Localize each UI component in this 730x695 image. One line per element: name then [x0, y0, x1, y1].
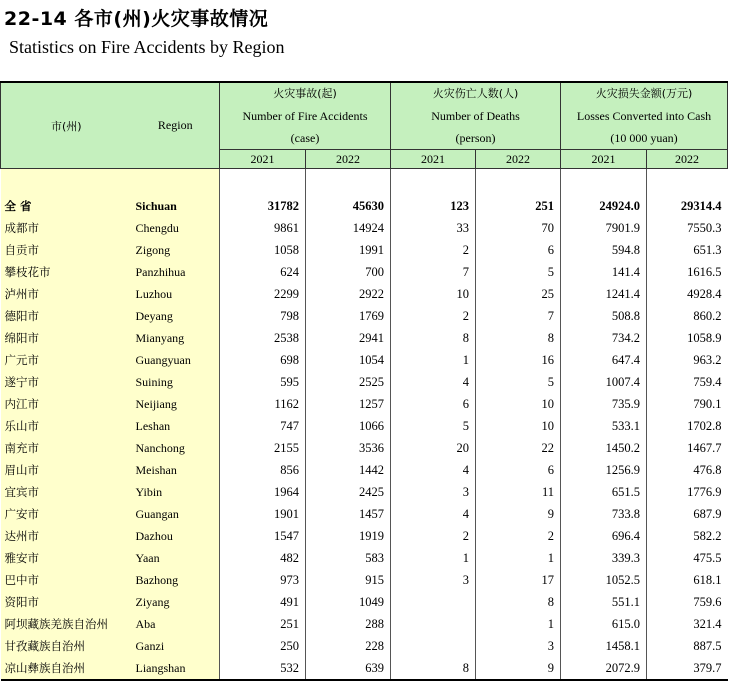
- cell-region: Panzhihua: [132, 261, 220, 283]
- table-row: [1, 239, 728, 261]
- cell-acc2021: 2299: [220, 283, 306, 305]
- cell-death2022: 6: [476, 459, 561, 481]
- cell-acc2021: 1058: [220, 239, 306, 261]
- cell-death2021: 5: [391, 415, 476, 437]
- cell-city: 雅安市: [1, 547, 132, 569]
- cell-death2022: 11: [476, 481, 561, 503]
- cell-acc2022: 14924: [306, 217, 391, 239]
- cell-death2021: 8: [391, 327, 476, 349]
- cell-region: Aba: [132, 613, 220, 635]
- cell-city: 德阳市: [1, 305, 132, 327]
- cell-region: Deyang: [132, 305, 220, 327]
- cell-death2022: 3: [476, 635, 561, 657]
- cell-loss2021: 1458.1: [561, 635, 647, 657]
- cell-acc2022: 288: [306, 613, 391, 635]
- cell-acc2021: 1547: [220, 525, 306, 547]
- cell-loss2021: 1450.2: [561, 437, 647, 459]
- cell-region: Suining: [132, 371, 220, 393]
- cell-death2021: 4: [391, 371, 476, 393]
- cell-city: 遂宁市: [1, 371, 132, 393]
- cell-loss2022: 7550.3: [647, 217, 728, 239]
- cell-acc2022: 1991: [306, 239, 391, 261]
- table-row: [1, 525, 728, 547]
- cell-city: 乐山市: [1, 415, 132, 437]
- table-row: [1, 415, 728, 437]
- cell-death2022: 2: [476, 525, 561, 547]
- cell-death2021: 10: [391, 283, 476, 305]
- table-row: [1, 371, 728, 393]
- cell-loss2021: 594.8: [561, 239, 647, 261]
- cell-city: 凉山彝族自治州: [1, 657, 132, 680]
- cell-death2022: 251: [476, 195, 561, 217]
- cell-loss2022: 963.2: [647, 349, 728, 371]
- cell-death2021: 33: [391, 217, 476, 239]
- cell-loss2021: 735.9: [561, 393, 647, 415]
- cell-region: Luzhou: [132, 283, 220, 305]
- cell-death2021: 2: [391, 305, 476, 327]
- cell-acc2022: 700: [306, 261, 391, 283]
- cell-acc2022: 2525: [306, 371, 391, 393]
- cell-loss2021: 1241.4: [561, 283, 647, 305]
- cell-loss2022: 651.3: [647, 239, 728, 261]
- cell-death2022: 5: [476, 371, 561, 393]
- cell-region: Liangshan: [132, 657, 220, 680]
- cell-acc2021: 798: [220, 305, 306, 327]
- cell-death2022: 22: [476, 437, 561, 459]
- cell-loss2022: 1467.7: [647, 437, 728, 459]
- header-year: 2022: [476, 150, 561, 169]
- cell-region: Yibin: [132, 481, 220, 503]
- cell-city: 攀枝花市: [1, 261, 132, 283]
- header-year: 2022: [647, 150, 728, 169]
- cell-city: 巴中市: [1, 569, 132, 591]
- cell-loss2022: 4928.4: [647, 283, 728, 305]
- page-title-english: Statistics on Fire Accidents by Region: [9, 37, 285, 57]
- cell-city: 广安市: [1, 503, 132, 525]
- cell-acc2021: 1162: [220, 393, 306, 415]
- header-group-zh: 火灾伤亡人数(人): [432, 87, 519, 100]
- cell-acc2021: 747: [220, 415, 306, 437]
- cell-loss2022: 1776.9: [647, 481, 728, 503]
- cell-death2021: 3: [391, 481, 476, 503]
- cell-acc2022: 1769: [306, 305, 391, 327]
- cell-death2022: 70: [476, 217, 561, 239]
- cell-acc2022: 228: [306, 635, 391, 657]
- cell-acc2022: 1457: [306, 503, 391, 525]
- cell-loss2022: 887.5: [647, 635, 728, 657]
- table-row: [1, 261, 728, 283]
- cell-loss2022: 29314.4: [647, 195, 728, 217]
- header-year: 2021: [220, 150, 306, 169]
- cell-loss2022: 1702.8: [647, 415, 728, 437]
- cell-acc2021: 2538: [220, 327, 306, 349]
- cell-acc2022: 1066: [306, 415, 391, 437]
- table-row: [1, 459, 728, 481]
- cell-region: Guangan: [132, 503, 220, 525]
- cell-city: 南充市: [1, 437, 132, 459]
- cell-death2022: 17: [476, 569, 561, 591]
- cell-loss2022: 476.8: [647, 459, 728, 481]
- cell-death2022: 10: [476, 415, 561, 437]
- header-year: 2022: [306, 150, 391, 169]
- table-row: [1, 569, 728, 591]
- table-row: [1, 547, 728, 569]
- cell-death2021: [391, 591, 476, 613]
- cell-city: 甘孜藏族自治州: [1, 635, 132, 657]
- table-row: [1, 195, 728, 217]
- cell-acc2022: 3536: [306, 437, 391, 459]
- spacer-row: [1, 169, 728, 196]
- table-row: [1, 305, 728, 327]
- cell-acc2021: 2155: [220, 437, 306, 459]
- table-row: [1, 393, 728, 415]
- cell-region: Sichuan: [132, 195, 220, 217]
- header-group-unit: (person): [455, 131, 496, 145]
- cell-loss2022: 759.6: [647, 591, 728, 613]
- table-row: [1, 327, 728, 349]
- cell-death2022: 1: [476, 613, 561, 635]
- header-group-zh: 火灾事故(起): [273, 87, 337, 100]
- cell-loss2022: 475.5: [647, 547, 728, 569]
- cell-death2022: 10: [476, 393, 561, 415]
- table-row: [1, 481, 728, 503]
- cell-loss2021: 615.0: [561, 613, 647, 635]
- cell-loss2021: 339.3: [561, 547, 647, 569]
- cell-acc2021: 532: [220, 657, 306, 680]
- cell-acc2022: 1919: [306, 525, 391, 547]
- cell-loss2022: 759.4: [647, 371, 728, 393]
- cell-acc2022: 639: [306, 657, 391, 680]
- cell-loss2022: 582.2: [647, 525, 728, 547]
- table-row: [1, 635, 728, 657]
- cell-death2022: 1: [476, 547, 561, 569]
- cell-city: 眉山市: [1, 459, 132, 481]
- cell-acc2021: 251: [220, 613, 306, 635]
- cell-region: Bazhong: [132, 569, 220, 591]
- cell-death2021: 123: [391, 195, 476, 217]
- cell-death2021: 20: [391, 437, 476, 459]
- cell-acc2022: 45630: [306, 195, 391, 217]
- cell-city: 全 省: [1, 195, 132, 217]
- cell-loss2021: 24924.0: [561, 195, 647, 217]
- cell-city: 绵阳市: [1, 327, 132, 349]
- cell-loss2021: 141.4: [561, 261, 647, 283]
- header-year: 2021: [391, 150, 476, 169]
- cell-region: Dazhou: [132, 525, 220, 547]
- table-body: [1, 169, 728, 681]
- cell-death2021: [391, 613, 476, 635]
- cell-acc2021: 624: [220, 261, 306, 283]
- cell-region: Ziyang: [132, 591, 220, 613]
- cell-death2022: 16: [476, 349, 561, 371]
- table-row: [1, 437, 728, 459]
- cell-death2021: 4: [391, 459, 476, 481]
- cell-loss2022: 860.2: [647, 305, 728, 327]
- cell-death2021: 4: [391, 503, 476, 525]
- cell-city: 广元市: [1, 349, 132, 371]
- cell-death2021: 8: [391, 657, 476, 680]
- cell-death2022: 8: [476, 591, 561, 613]
- cell-acc2021: 1901: [220, 503, 306, 525]
- header-group-unit: (10 000 yuan): [610, 131, 678, 145]
- cell-loss2022: 1058.9: [647, 327, 728, 349]
- cell-death2021: 2: [391, 239, 476, 261]
- cell-region: Leshan: [132, 415, 220, 437]
- header-group-en: Losses Converted into Cash: [576, 109, 712, 123]
- header-city: 市(州): [1, 82, 132, 169]
- table-row: [1, 217, 728, 239]
- cell-loss2021: 1256.9: [561, 459, 647, 481]
- cell-death2021: 6: [391, 393, 476, 415]
- page-title-chinese: 22-14 各市(州)火灾事故情况: [4, 8, 269, 30]
- cell-region: Zigong: [132, 239, 220, 261]
- cell-death2021: [391, 635, 476, 657]
- header-group-unit: (case): [290, 131, 320, 145]
- cell-region: Guangyuan: [132, 349, 220, 371]
- cell-city: 宜宾市: [1, 481, 132, 503]
- cell-loss2021: 7901.9: [561, 217, 647, 239]
- header-group-en: Number of Deaths: [431, 109, 520, 123]
- cell-death2022: 5: [476, 261, 561, 283]
- cell-death2021: 3: [391, 569, 476, 591]
- cell-region: Neijiang: [132, 393, 220, 415]
- cell-loss2021: 651.5: [561, 481, 647, 503]
- cell-death2021: 2: [391, 525, 476, 547]
- table-row: [1, 613, 728, 635]
- cell-loss2022: 687.9: [647, 503, 728, 525]
- header-group-losses: [561, 82, 728, 150]
- cell-region: Chengdu: [132, 217, 220, 239]
- cell-city: 阿坝藏族羌族自治州: [1, 613, 132, 635]
- cell-city: 成都市: [1, 217, 132, 239]
- cell-city: 达州市: [1, 525, 132, 547]
- cell-loss2021: 733.8: [561, 503, 647, 525]
- cell-acc2021: 595: [220, 371, 306, 393]
- table-row: [1, 657, 728, 680]
- cell-loss2022: 618.1: [647, 569, 728, 591]
- cell-acc2022: 583: [306, 547, 391, 569]
- table-row: [1, 349, 728, 371]
- cell-loss2022: 1616.5: [647, 261, 728, 283]
- cell-loss2021: 1007.4: [561, 371, 647, 393]
- cell-acc2021: 491: [220, 591, 306, 613]
- cell-acc2022: 1257: [306, 393, 391, 415]
- header-region: Region: [132, 82, 220, 169]
- cell-loss2021: 2072.9: [561, 657, 647, 680]
- header-group-accidents: [220, 82, 391, 150]
- cell-death2022: 25: [476, 283, 561, 305]
- cell-region: Meishan: [132, 459, 220, 481]
- cell-acc2021: 856: [220, 459, 306, 481]
- cell-acc2021: 482: [220, 547, 306, 569]
- cell-loss2022: 379.7: [647, 657, 728, 680]
- cell-acc2021: 698: [220, 349, 306, 371]
- cell-city: 内江市: [1, 393, 132, 415]
- cell-death2021: 7: [391, 261, 476, 283]
- cell-acc2021: 973: [220, 569, 306, 591]
- fire-accidents-table: [0, 81, 728, 681]
- cell-acc2022: 2425: [306, 481, 391, 503]
- header-year: 2021: [561, 150, 647, 169]
- cell-loss2021: 696.4: [561, 525, 647, 547]
- cell-death2022: 9: [476, 657, 561, 680]
- cell-loss2021: 647.4: [561, 349, 647, 371]
- table-row: [1, 503, 728, 525]
- header-group-zh: 火灾损失金额(万元): [595, 87, 693, 100]
- cell-acc2021: 1964: [220, 481, 306, 503]
- cell-loss2021: 1052.5: [561, 569, 647, 591]
- cell-loss2021: 508.8: [561, 305, 647, 327]
- cell-city: 资阳市: [1, 591, 132, 613]
- cell-death2022: 6: [476, 239, 561, 261]
- cell-acc2022: 1054: [306, 349, 391, 371]
- cell-loss2022: 321.4: [647, 613, 728, 635]
- cell-region: Yaan: [132, 547, 220, 569]
- cell-loss2021: 734.2: [561, 327, 647, 349]
- cell-loss2021: 533.1: [561, 415, 647, 437]
- cell-death2022: 7: [476, 305, 561, 327]
- cell-city: 泸州市: [1, 283, 132, 305]
- cell-region: Ganzi: [132, 635, 220, 657]
- header-group-en: Number of Fire Accidents: [242, 109, 368, 123]
- cell-death2022: 8: [476, 327, 561, 349]
- cell-loss2022: 790.1: [647, 393, 728, 415]
- header-group-deaths: [391, 82, 561, 150]
- cell-acc2022: 2941: [306, 327, 391, 349]
- cell-region: Nanchong: [132, 437, 220, 459]
- cell-acc2022: 1049: [306, 591, 391, 613]
- cell-death2021: 1: [391, 349, 476, 371]
- cell-acc2022: 915: [306, 569, 391, 591]
- cell-acc2022: 1442: [306, 459, 391, 481]
- cell-region: Mianyang: [132, 327, 220, 349]
- cell-acc2021: 31782: [220, 195, 306, 217]
- table-row: [1, 283, 728, 305]
- cell-loss2021: 551.1: [561, 591, 647, 613]
- cell-acc2021: 9861: [220, 217, 306, 239]
- cell-death2021: 1: [391, 547, 476, 569]
- cell-death2022: 9: [476, 503, 561, 525]
- cell-city: 自贡市: [1, 239, 132, 261]
- table-row: [1, 591, 728, 613]
- cell-acc2022: 2922: [306, 283, 391, 305]
- cell-acc2021: 250: [220, 635, 306, 657]
